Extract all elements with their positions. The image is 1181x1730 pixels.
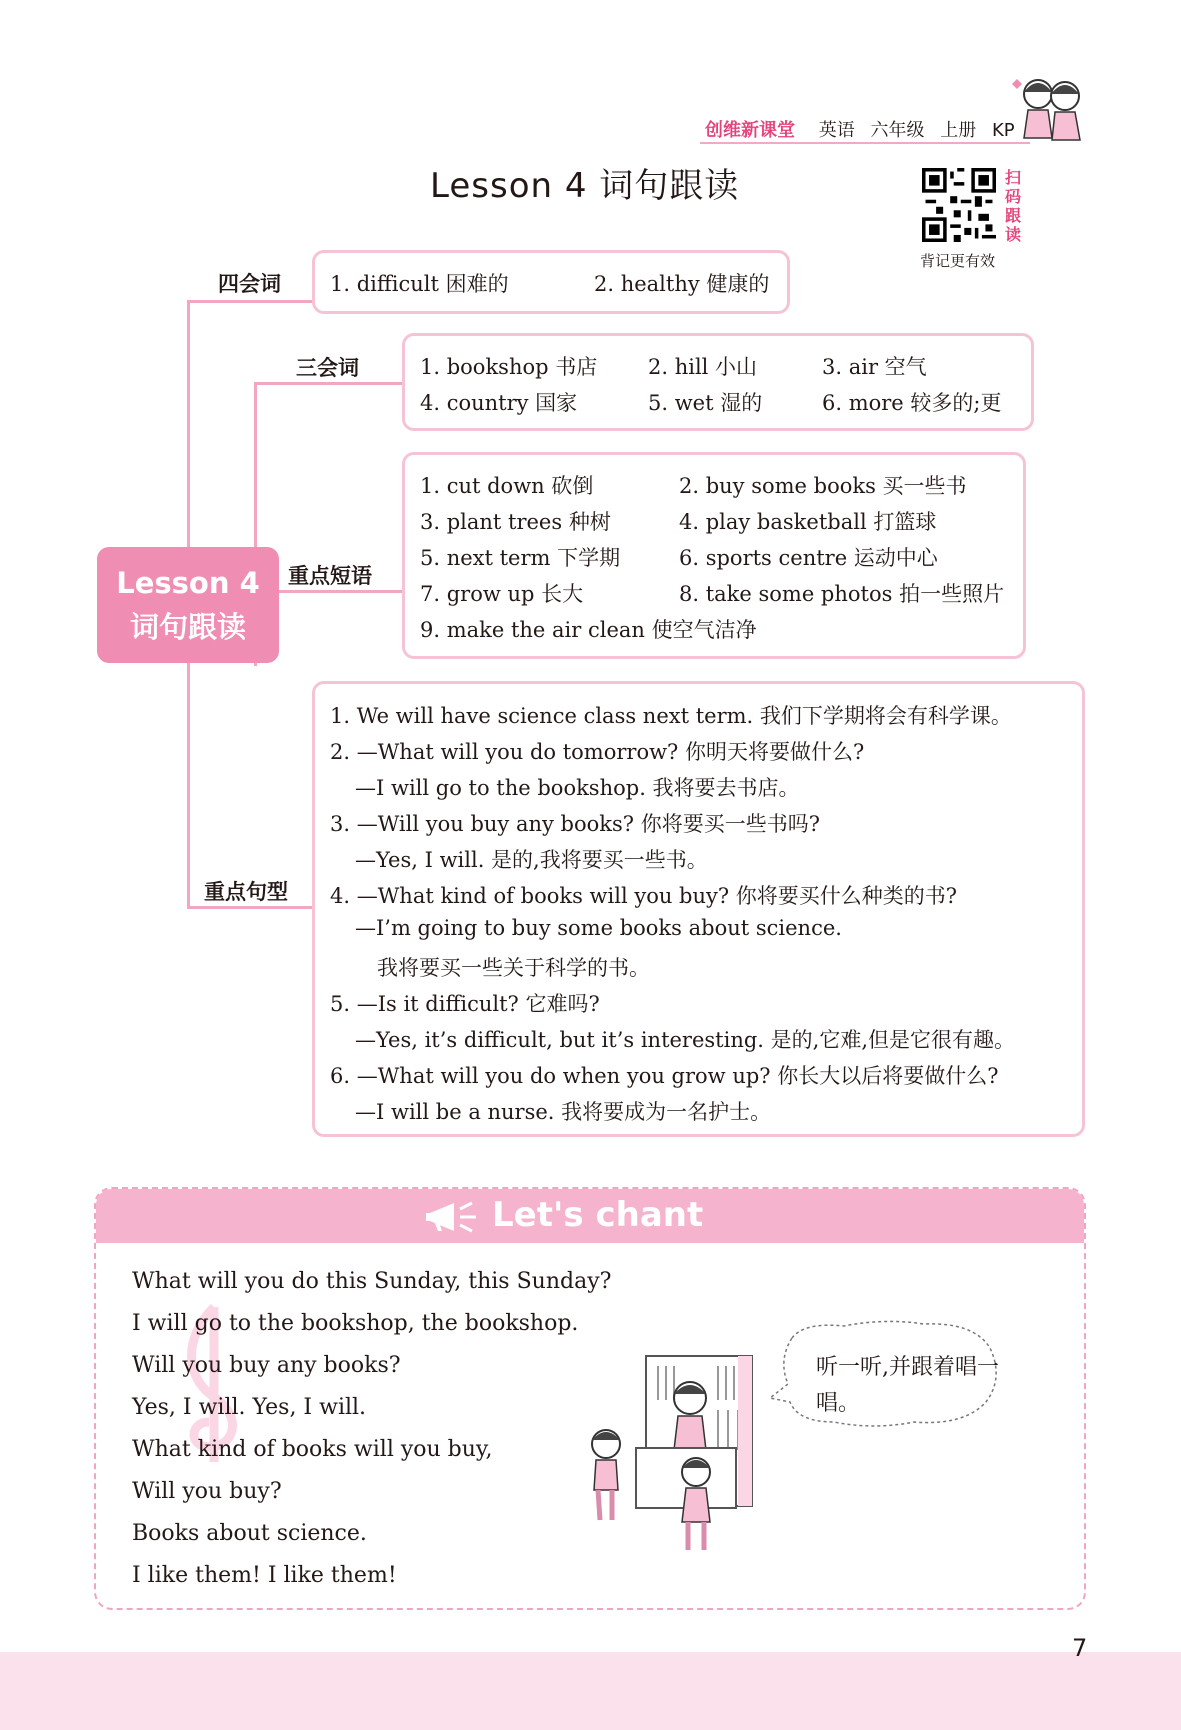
sentence-line: 6. —What will you do when you grow up? 你长大以后将要做什么? — [330, 1064, 999, 1088]
cartoon-kids-icon — [1010, 72, 1090, 150]
key-sentences-label: 重点句型 — [204, 880, 288, 904]
phrase-item: 5. next term 下学期 — [420, 546, 621, 570]
sentence-line: —I will go to the bookshop. 我将要去书店。 — [355, 776, 800, 800]
header-divider — [700, 142, 1030, 144]
phrase-item: 4. play basketball 打篮球 — [679, 510, 937, 534]
phrase-item: 1. cut down 砍倒 — [420, 474, 594, 498]
sentence-line: —I will be a nurse. 我将要成为一名护士。 — [355, 1100, 772, 1124]
phrase-item: 7. grow up 长大 — [420, 582, 584, 606]
qr-code-icon[interactable] — [922, 168, 996, 242]
qr-caption: 背记更有效 — [920, 252, 996, 270]
sentence-line: 5. —Is it difficult? 它难吗? — [330, 992, 600, 1016]
sentence-line: —I’m going to buy some books about science. — [355, 916, 842, 940]
word-item: 3. air 空气 — [822, 355, 927, 379]
word-item: 4. country 国家 — [420, 391, 578, 415]
connector-phrases — [279, 590, 402, 593]
sentence-line: 1. We will have science class next term. 我们下学期将会有科学课。 — [330, 704, 1012, 728]
key-phrases-label: 重点短语 — [288, 564, 372, 588]
header-grade: 六年级 — [870, 120, 925, 141]
header-subject: 英语 — [818, 120, 855, 141]
word-item: 2. healthy 健康的 — [594, 272, 770, 296]
connector-three-skill — [254, 382, 402, 385]
chant-line: I like them! I like them! — [132, 1563, 397, 1588]
word-item: 1. bookshop 书店 — [420, 355, 598, 379]
sentence-line: 4. —What kind of books will you buy? 你将要买什么种类的书? — [330, 884, 958, 908]
connector-sentences — [187, 906, 312, 909]
chant-line: Will you buy? — [132, 1479, 282, 1504]
sentence-line: —Yes, it’s difficult, but it’s interesting. 是的,它难,但是它很有趣。 — [355, 1028, 1016, 1052]
qr-side-label: 扫码跟读 — [1004, 168, 1021, 244]
bookshop-scene-icon — [578, 1350, 768, 1570]
three-skill-box — [402, 333, 1034, 431]
speech-bubble-text: 听一听,并跟着唱一唱。 — [816, 1355, 999, 1416]
connector-four-skill — [187, 300, 312, 303]
three-skill-label: 三会词 — [296, 356, 359, 380]
chant-line: What kind of books will you buy, — [132, 1437, 493, 1462]
phrase-item: 6. sports centre 运动中心 — [679, 546, 938, 570]
lesson-center-node — [97, 547, 279, 663]
chant-header — [96, 1189, 1084, 1243]
phrase-item: 3. plant trees 种树 — [420, 510, 611, 534]
chant-line: Will you buy any books? — [132, 1353, 401, 1378]
key-phrases-box — [402, 452, 1026, 659]
chant-line: I will go to the bookshop, the bookshop. — [132, 1311, 579, 1336]
page-number: 7 — [1072, 1634, 1088, 1662]
chant-line: Books about science. — [132, 1521, 367, 1546]
chant-line: What will you do this Sunday, this Sunday? — [132, 1269, 612, 1294]
four-skill-label: 四会词 — [218, 272, 281, 296]
sentence-line: 我将要买一些关于科学的书。 — [377, 956, 650, 980]
chant-title: Let's chant — [492, 1195, 704, 1235]
word-item: 2. hill 小山 — [648, 355, 758, 379]
sentence-line: 2. —What will you do tomorrow? 你明天将要做什么? — [330, 740, 865, 764]
phrase-item: 9. make the air clean 使空气洁净 — [420, 618, 757, 642]
header-volume: 上册 — [940, 120, 977, 141]
sentence-line: —Yes, I will. 是的,我将要买一些书。 — [355, 848, 708, 872]
word-item: 6. more 较多的;更 — [822, 391, 1002, 415]
word-item: 1. difficult 困难的 — [330, 272, 509, 296]
header-edition: KP — [991, 120, 1015, 141]
header — [705, 116, 1025, 142]
megaphone-icon — [424, 1199, 480, 1235]
chant-line: Yes, I will. Yes, I will. — [132, 1395, 367, 1420]
four-skill-box — [312, 250, 790, 314]
key-sentences-box — [312, 681, 1085, 1137]
sentence-line: 3. —Will you buy any books? 你将要买一些书吗? — [330, 812, 820, 836]
phrase-item: 8. take some photos 拍一些照片 — [679, 582, 1005, 606]
center-line1: Lesson 4 — [116, 566, 260, 600]
footer-band — [0, 1652, 1181, 1730]
phrase-item: 2. buy some books 买一些书 — [679, 474, 967, 498]
page-title: Lesson 4 词句跟读 — [430, 166, 740, 206]
center-line2: 词句跟读 — [129, 610, 246, 644]
header-brand: 创维新课堂 — [705, 120, 795, 141]
word-item: 5. wet 湿的 — [648, 391, 763, 415]
